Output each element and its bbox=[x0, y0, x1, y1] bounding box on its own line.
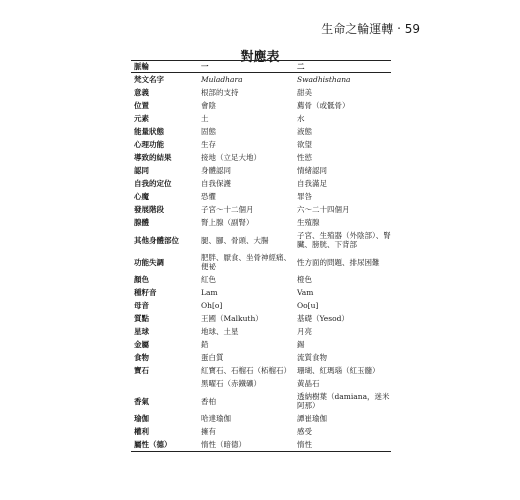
first-chakra-cell: 地球、土星 bbox=[201, 327, 239, 336]
row-label-cell: 母音 bbox=[134, 301, 149, 310]
table-row bbox=[131, 412, 391, 425]
first-chakra-cell: 會陰 bbox=[201, 101, 216, 110]
table-row bbox=[131, 364, 391, 377]
header-cell-second: 二 bbox=[297, 62, 305, 71]
second-chakra-cell: 月亮 bbox=[297, 327, 312, 336]
first-chakra-cell: Lam bbox=[201, 288, 218, 297]
table-row bbox=[131, 164, 391, 177]
second-chakra-cell: 基礎（Yesod） bbox=[297, 314, 349, 323]
table-row bbox=[131, 351, 391, 364]
second-chakra-cell: 流質食物 bbox=[297, 353, 327, 362]
header-cell-chakra: 脈輪 bbox=[134, 62, 149, 71]
row-label-cell: 屬性（德） bbox=[134, 440, 172, 449]
second-chakra-cell: 水 bbox=[297, 114, 305, 123]
first-chakra-cell: 腎上腺（副腎） bbox=[201, 218, 254, 227]
first-chakra-cell: 紅寶石、石榴石（柘榴石） bbox=[201, 366, 291, 375]
row-label-cell: 星球 bbox=[134, 327, 149, 336]
table-body bbox=[131, 73, 391, 451]
table-row bbox=[131, 86, 391, 99]
row-label-cell: 心魔 bbox=[134, 192, 149, 201]
row-label-cell: 能量狀態 bbox=[134, 127, 164, 136]
first-chakra-cell: Muladhara bbox=[201, 75, 243, 84]
table-row bbox=[131, 251, 391, 273]
row-label-cell: 顏色 bbox=[134, 275, 149, 284]
table-row bbox=[131, 203, 391, 216]
first-chakra-cell: 紅色 bbox=[201, 275, 216, 284]
first-chakra-cell: 身體認同 bbox=[201, 166, 231, 175]
second-chakra-cell: 黃晶石 bbox=[297, 379, 320, 388]
first-chakra-cell: 土 bbox=[201, 114, 209, 123]
table-row bbox=[131, 325, 391, 338]
first-chakra-cell: 生存 bbox=[201, 140, 216, 149]
table-row bbox=[131, 112, 391, 125]
table-row bbox=[131, 151, 391, 164]
table-row bbox=[131, 138, 391, 151]
first-chakra-cell: 香柏 bbox=[201, 396, 216, 406]
table-row bbox=[131, 99, 391, 112]
second-chakra-cell: 子宮、生殖器（外陰部）、腎臟、膀胱、下背部 bbox=[297, 231, 391, 249]
table-row bbox=[131, 438, 391, 451]
second-chakra-cell: 惰性 bbox=[297, 440, 312, 449]
first-chakra-cell: 鉛 bbox=[201, 340, 209, 349]
table-row bbox=[131, 190, 391, 203]
second-chakra-cell: 情緒認同 bbox=[297, 166, 327, 175]
row-label-cell: 元素 bbox=[134, 114, 149, 123]
table-row bbox=[131, 125, 391, 138]
second-chakra-cell: 罪咎 bbox=[297, 192, 312, 201]
first-chakra-cell: 黑曜石（赤鐵礦） bbox=[201, 379, 261, 388]
second-chakra-cell: 六～二十四個月 bbox=[297, 205, 350, 214]
first-chakra-cell: 根部的支持 bbox=[201, 88, 239, 97]
second-chakra-cell: 透納樹葉（damiana，迷米阿那） bbox=[297, 392, 390, 410]
table-row bbox=[131, 338, 391, 351]
row-label-cell: 認同 bbox=[134, 166, 149, 175]
row-label-cell: 種籽音 bbox=[134, 288, 157, 297]
second-chakra-cell: 液態 bbox=[297, 127, 312, 136]
row-label-cell: 金屬 bbox=[134, 340, 149, 349]
first-chakra-cell: 固態 bbox=[201, 127, 216, 136]
first-chakra-cell: 自我保護 bbox=[201, 179, 231, 188]
second-chakra-cell: 橙色 bbox=[297, 275, 312, 284]
second-chakra-cell: 生殖腺 bbox=[297, 218, 320, 227]
table-row bbox=[131, 390, 391, 412]
second-chakra-cell: Vam bbox=[297, 288, 314, 297]
table-row bbox=[131, 312, 391, 325]
second-chakra-cell: 欲望 bbox=[297, 140, 312, 149]
first-chakra-cell: 恐懼 bbox=[201, 192, 216, 201]
row-label-cell: 功能失調 bbox=[134, 257, 164, 267]
first-chakra-cell: 接地（立足大地） bbox=[201, 153, 261, 162]
first-chakra-cell: 腿、腳、骨頭、大腸 bbox=[201, 235, 269, 245]
second-chakra-cell: 薦骨（或骶骨） bbox=[297, 101, 350, 110]
running-header: 生命之輪運轉 ‧ 59 bbox=[321, 22, 420, 36]
table-row bbox=[131, 216, 391, 229]
row-label-cell: 導致的結果 bbox=[134, 153, 172, 162]
second-chakra-cell: 性慾 bbox=[297, 153, 312, 162]
row-label-cell: 其他身體部位 bbox=[134, 235, 179, 245]
table-row bbox=[131, 377, 391, 390]
header-cell-first: 一 bbox=[201, 62, 209, 71]
correspondence-table bbox=[131, 60, 391, 452]
first-chakra-cell: 擁有 bbox=[201, 427, 216, 436]
row-label-cell: 自我的定位 bbox=[134, 179, 172, 188]
table-row bbox=[131, 286, 391, 299]
first-chakra-cell: 王國（Malkuth） bbox=[201, 314, 263, 323]
row-label-cell: 瑜伽 bbox=[134, 414, 149, 423]
second-chakra-cell: 譚崔瑜伽 bbox=[297, 414, 327, 423]
table-title: 對應表 bbox=[240, 50, 280, 65]
second-chakra-cell: Swadhisthana bbox=[297, 75, 351, 84]
table-row bbox=[131, 177, 391, 190]
table-row bbox=[131, 229, 391, 251]
row-label-cell: 梵文名字 bbox=[134, 75, 164, 84]
second-chakra-cell: Oo[u] bbox=[297, 301, 319, 310]
row-label-cell: 意義 bbox=[134, 88, 149, 97]
second-chakra-cell: 甜美 bbox=[297, 88, 312, 97]
first-chakra-cell: 哈達瑜伽 bbox=[201, 414, 231, 423]
row-label-cell: 質點 bbox=[134, 314, 149, 323]
second-chakra-cell: 自我滿足 bbox=[297, 179, 327, 188]
first-chakra-cell: 肥胖、厭食、坐骨神經痛、便祕 bbox=[201, 253, 291, 271]
row-label-cell: 權利 bbox=[134, 427, 149, 436]
row-label-cell: 腺體 bbox=[134, 218, 149, 227]
second-chakra-cell: 性方面的問題、排尿困難 bbox=[297, 257, 380, 267]
row-label-cell: 寶石 bbox=[134, 366, 149, 375]
table-bottom-rule bbox=[131, 451, 391, 452]
table-row bbox=[131, 273, 391, 286]
second-chakra-cell: 珊瑚、紅瑪瑙（紅玉髓） bbox=[297, 366, 380, 375]
first-chakra-cell: 子宮～十二個月 bbox=[201, 205, 254, 214]
row-label-cell: 食物 bbox=[134, 353, 149, 362]
second-chakra-cell: 錫 bbox=[297, 340, 305, 349]
first-chakra-cell: Oh[o] bbox=[201, 301, 223, 310]
second-chakra-cell: 感受 bbox=[297, 427, 312, 436]
row-label-cell: 心理功能 bbox=[134, 140, 164, 149]
table-row bbox=[131, 299, 391, 312]
row-label-cell: 香氣 bbox=[134, 396, 149, 406]
row-label-cell: 發展階段 bbox=[134, 205, 164, 214]
table-row bbox=[131, 73, 391, 86]
row-label-cell: 位置 bbox=[134, 101, 149, 110]
table-header-row bbox=[131, 61, 391, 72]
first-chakra-cell: 蛋白質 bbox=[201, 353, 224, 362]
table-row bbox=[131, 425, 391, 438]
first-chakra-cell: 惰性（暗德） bbox=[201, 440, 246, 449]
